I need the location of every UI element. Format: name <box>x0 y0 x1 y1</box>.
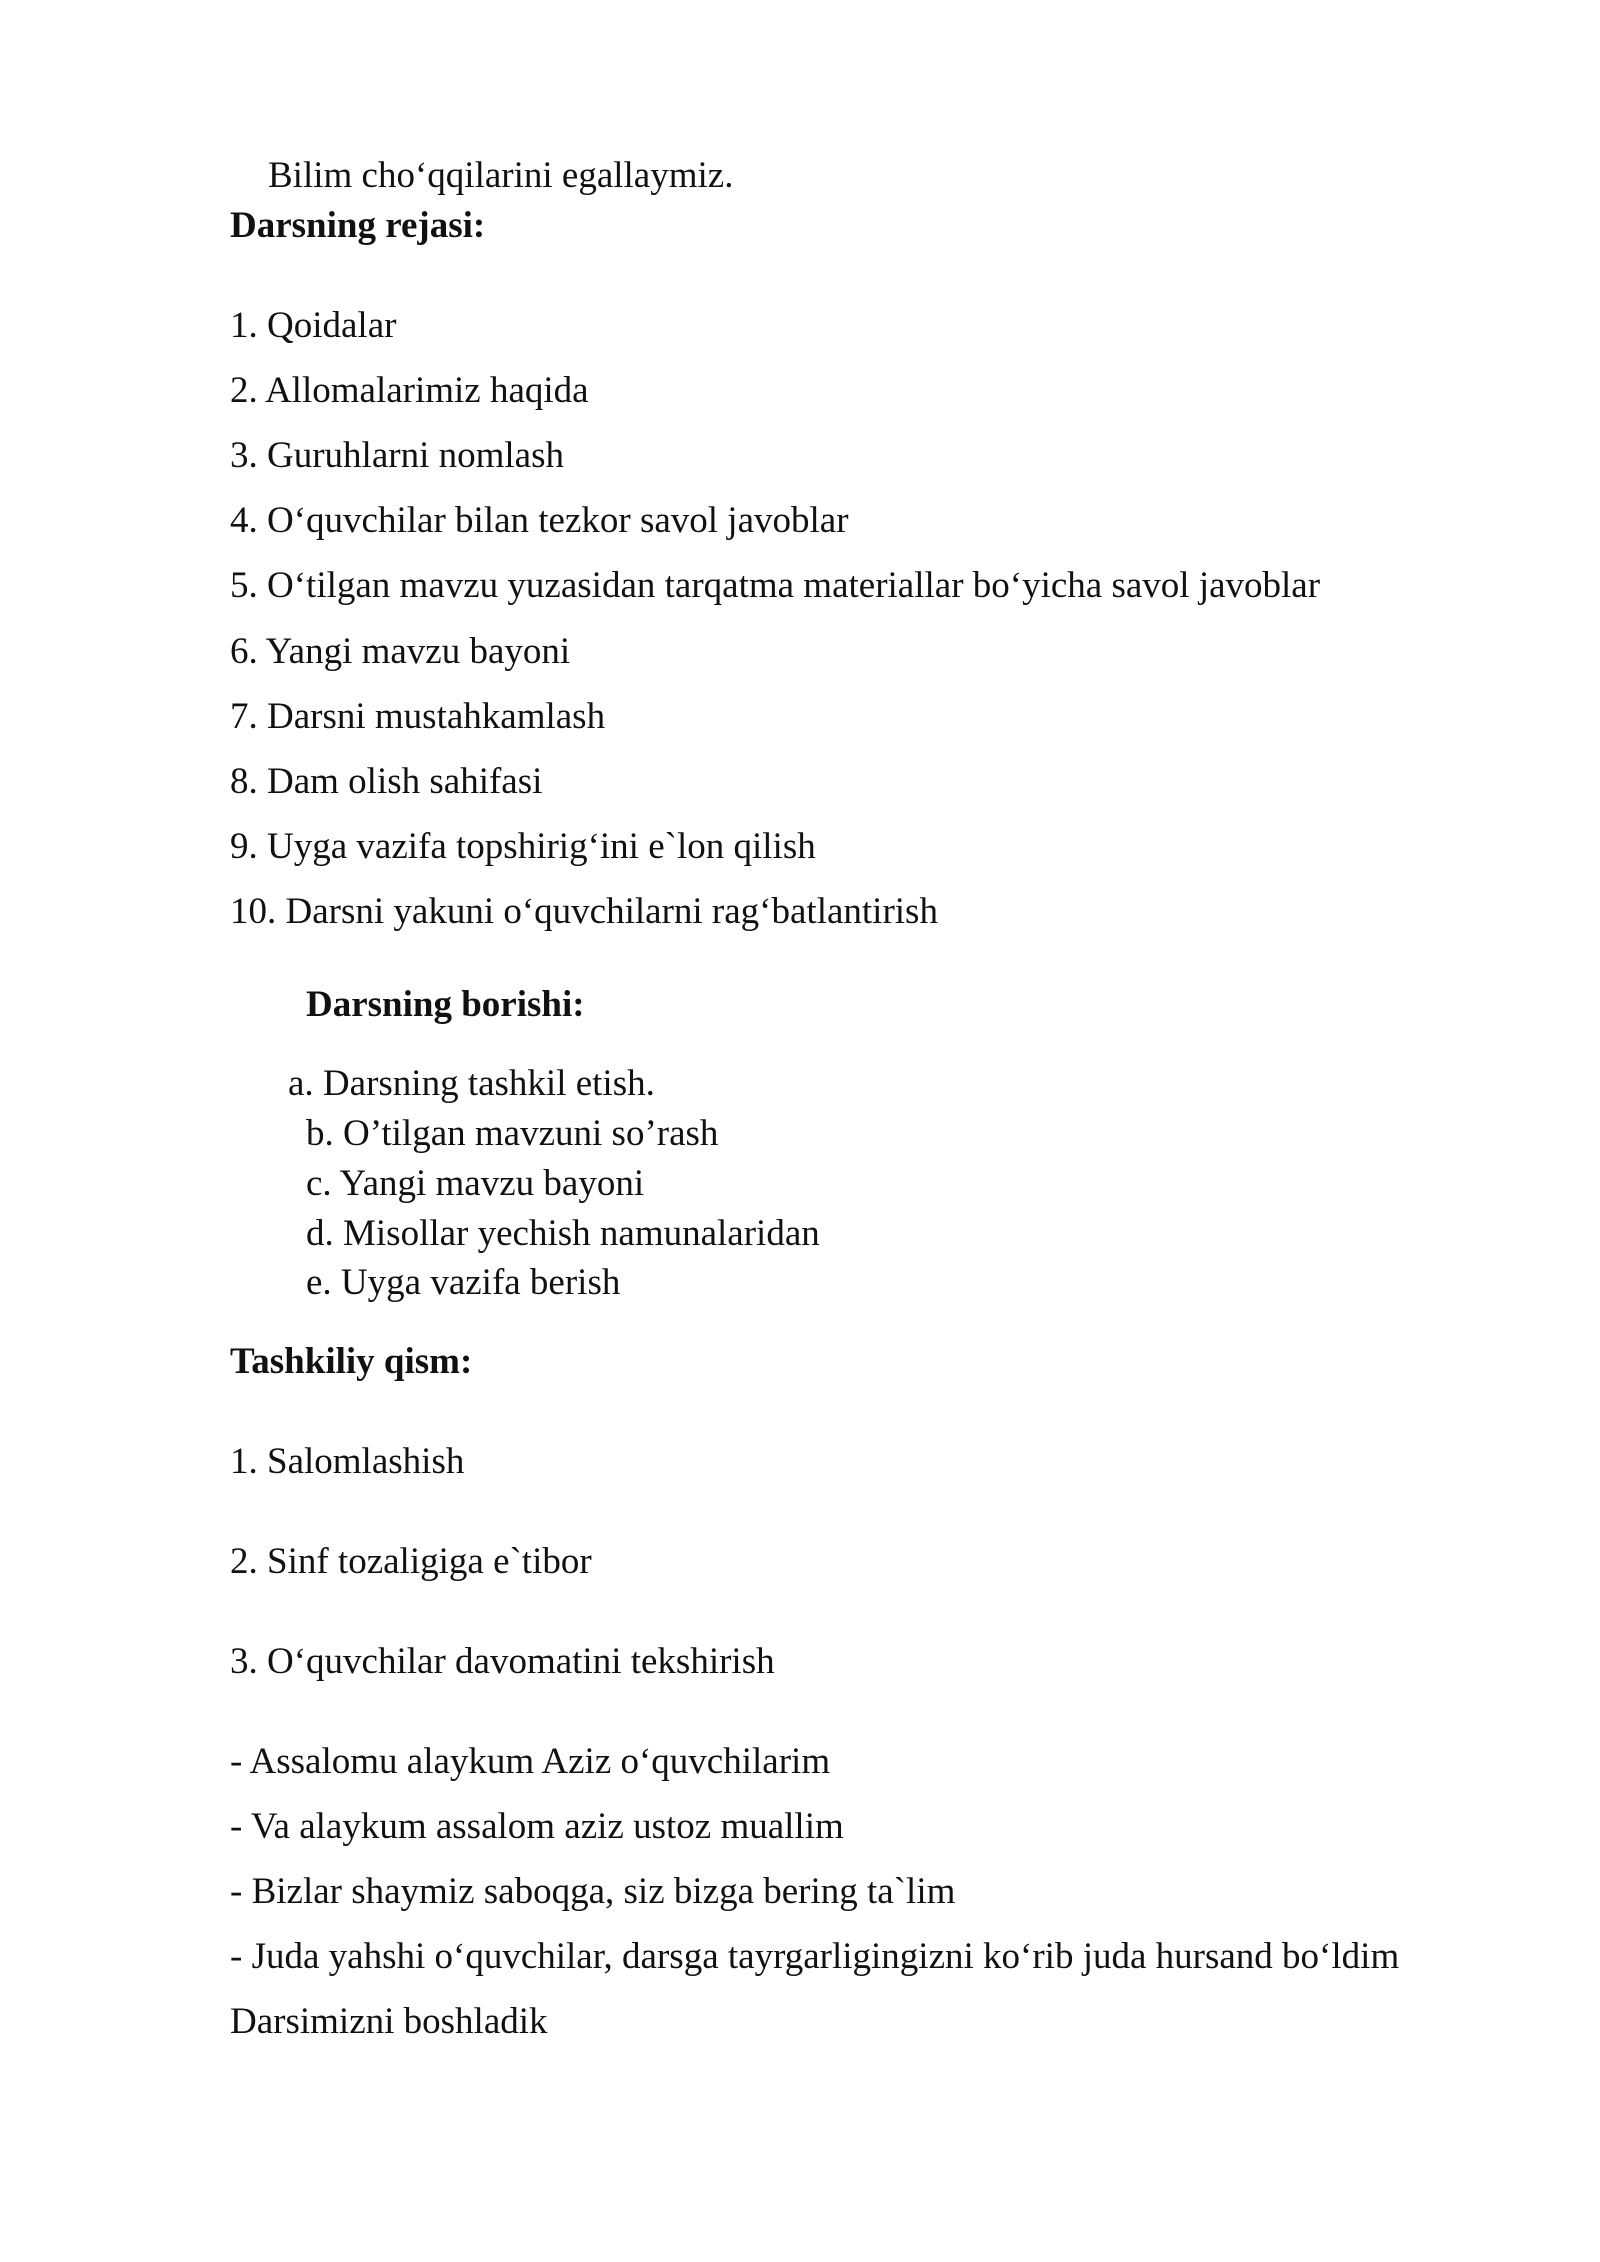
progress-item: c. Yangi mavzu bayoni <box>306 1163 645 1204</box>
plan-heading: Darsning rejasi: <box>230 205 486 246</box>
progress-item: e. Uyga vazifa berish <box>306 1262 621 1303</box>
plan-item: 2. Allomalarimiz haqida <box>230 370 589 411</box>
closing-line: Darsimizni boshladik <box>230 2001 548 2042</box>
organizational-item: 1. Salomlashish <box>230 1441 465 1482</box>
plan-item: 3. Guruhlarni nomlash <box>230 435 564 476</box>
dialogue-line: - Va alaykum assalom aziz ustoz muallim <box>230 1806 844 1847</box>
plan-item: 9. Uyga vazifa topshirig‘ini e`lon qilish <box>230 826 816 867</box>
organizational-heading: Tashkiliy qism: <box>230 1341 473 1382</box>
progress-heading: Darsning borishi: <box>306 984 585 1025</box>
plan-item: 10. Darsni yakuni o‘quvchilarni rag‘batlantirish <box>230 891 938 932</box>
progress-item: d. Misollar yechish namunalaridan <box>306 1213 820 1254</box>
progress-item: b. O’tilgan mavzuni so’rash <box>306 1113 719 1154</box>
plan-item: 6. Yangi mavzu bayoni <box>230 631 571 672</box>
dialogue-line: - Bizlar shaymiz saboqga, siz bizga bering ta`lim <box>230 1871 956 1912</box>
plan-item: 1. Qoidalar <box>230 305 397 346</box>
plan-item: 4. O‘quvchilar bilan tezkor savol javoblar <box>230 500 849 541</box>
dialogue-line: - Assalomu alaykum Aziz o‘quvchilarim <box>230 1741 831 1782</box>
plan-item: 7. Darsni mustahkamlash <box>230 696 606 737</box>
plan-item: 8. Dam olish sahifasi <box>230 761 543 802</box>
dialogue-line: - Juda yahshi o‘quvchilar, darsga tayrgarligingizni ko‘rib juda hursand bo‘ldim <box>230 1936 1400 1977</box>
plan-item: 5. O‘tilgan mavzu yuzasidan tarqatma materiallar bo‘yicha savol javoblar <box>230 565 1321 606</box>
organizational-item: 3. O‘quvchilar davomatini tekshirish <box>230 1641 775 1682</box>
organizational-item: 2. Sinf tozaligiga e`tibor <box>230 1541 592 1582</box>
progress-item: a. Darsning tashkil etish. <box>288 1063 655 1104</box>
intro-line: Bilim cho‘qqilarini egallaymiz. <box>268 155 734 196</box>
